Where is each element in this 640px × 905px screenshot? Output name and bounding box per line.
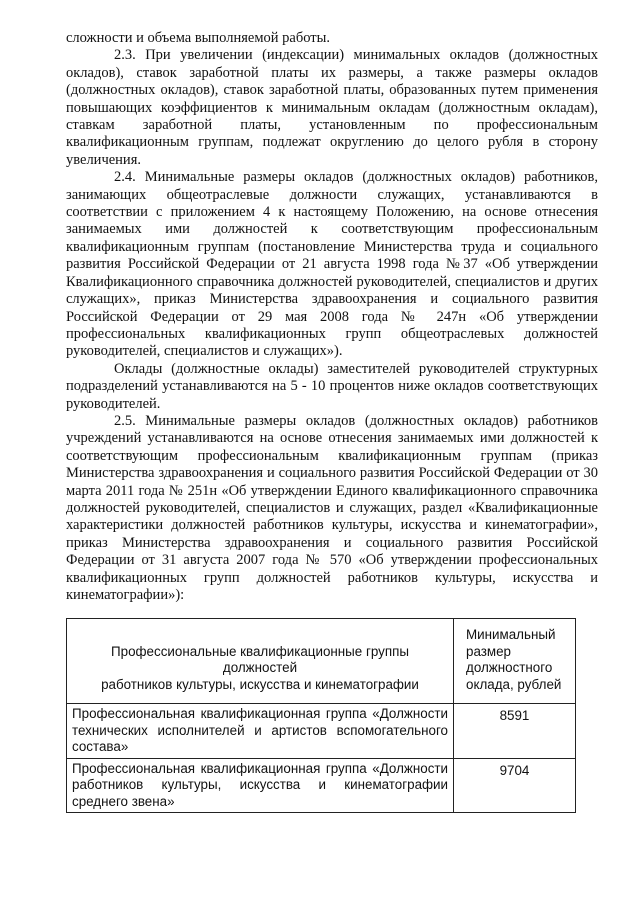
header-group-line: должностей	[222, 660, 298, 676]
header-group-cell	[67, 619, 454, 704]
qualification-groups-table	[66, 618, 576, 813]
header-group-line: работников культуры, искусства и кинематографии	[101, 676, 419, 692]
paragraph-2-3: 2.3. При увеличении (индексации) минимальных окладов (должностных окладов), ставок заработной платы их размеры, а также размеры окладов (должностных окладов), ставок заработной платы, образованных путем применения повышающих коэффициентов к минимальным окладам (должностным окладам), ставкам заработной платы, установленным по профессиональным квалификационным группам, подлежат округлению до целого рубля в сторону увеличения.	[66, 47, 598, 168]
table-header-row	[67, 619, 576, 704]
group-cell: Профессиональная квалификационная группа «Должности работников культуры, искусства и кинематографии среднего звена»	[67, 758, 454, 813]
group-cell: Профессиональная квалификационная группа «Должности технических исполнителей и артистов вспомогательного состава»	[67, 704, 454, 759]
paragraph-2-4: 2.4. Минимальные размеры окладов (должностных окладов) работников, занимающих общеотраслевые должности служащих, устанавливаются в соответствии с приложением 4 к настоящему Положению, на основе отнесения занимаемых ими должностей к соответствующим профессиональным квалификационным группам (постановление Министерства труда и социального развития Российской Федерации от 21 августа 1998 года №37 «Об утверждении Квалификационного справочника должностей руководителей, специалистов и других служащих», приказ Министерства здравоохранения и социального развития Российской Федерации от 29 мая 2008 года № 247н «Об утверждении профессиональных квалификационных групп общеотраслевых должностей руководителей, специалистов и служащих»).	[66, 169, 598, 360]
table-row	[67, 758, 576, 813]
table-row	[67, 704, 576, 759]
salary-value-cell: 8591	[454, 704, 576, 759]
salary-value-cell: 9704	[454, 758, 576, 813]
paragraph-deputy-salaries: Оклады (должностные оклады) заместителей руководителей структурных подразделений устанавливаются на 5 - 10 процентов ниже окладов соответствующих руководителей.	[66, 360, 598, 412]
paragraph-continuation: сложности и объема выполняемой работы.	[66, 30, 330, 46]
paragraph-2-5: 2.5. Минимальные размеры окладов (должностных окладов) работников учреждений устанавливаются на основе отнесения занимаемых ими должностей к соответствующим профессиональным квалификационным группам (приказ Министерства здравоохранения и социального развития Российской Федерации от 30 марта 2011 года № 251н «Об утверждении Единого квалификационного справочника должностей руководителей, специалистов и служащих, раздел «Квалификационные характеристики должностей работников культуры, искусства и кинематографии», приказ Министерства здравоохранения и социального развития Российской Федерации от 31 августа 2007 года № 570 «Об утверждении профессиональных квалификационных групп должностей работников культуры, искусства и кинематографии»):	[66, 412, 598, 603]
header-group-line: Профессиональные квалификационные группы	[111, 643, 409, 659]
header-size-cell: Минимальный размер должностного оклада, рублей	[454, 619, 576, 704]
